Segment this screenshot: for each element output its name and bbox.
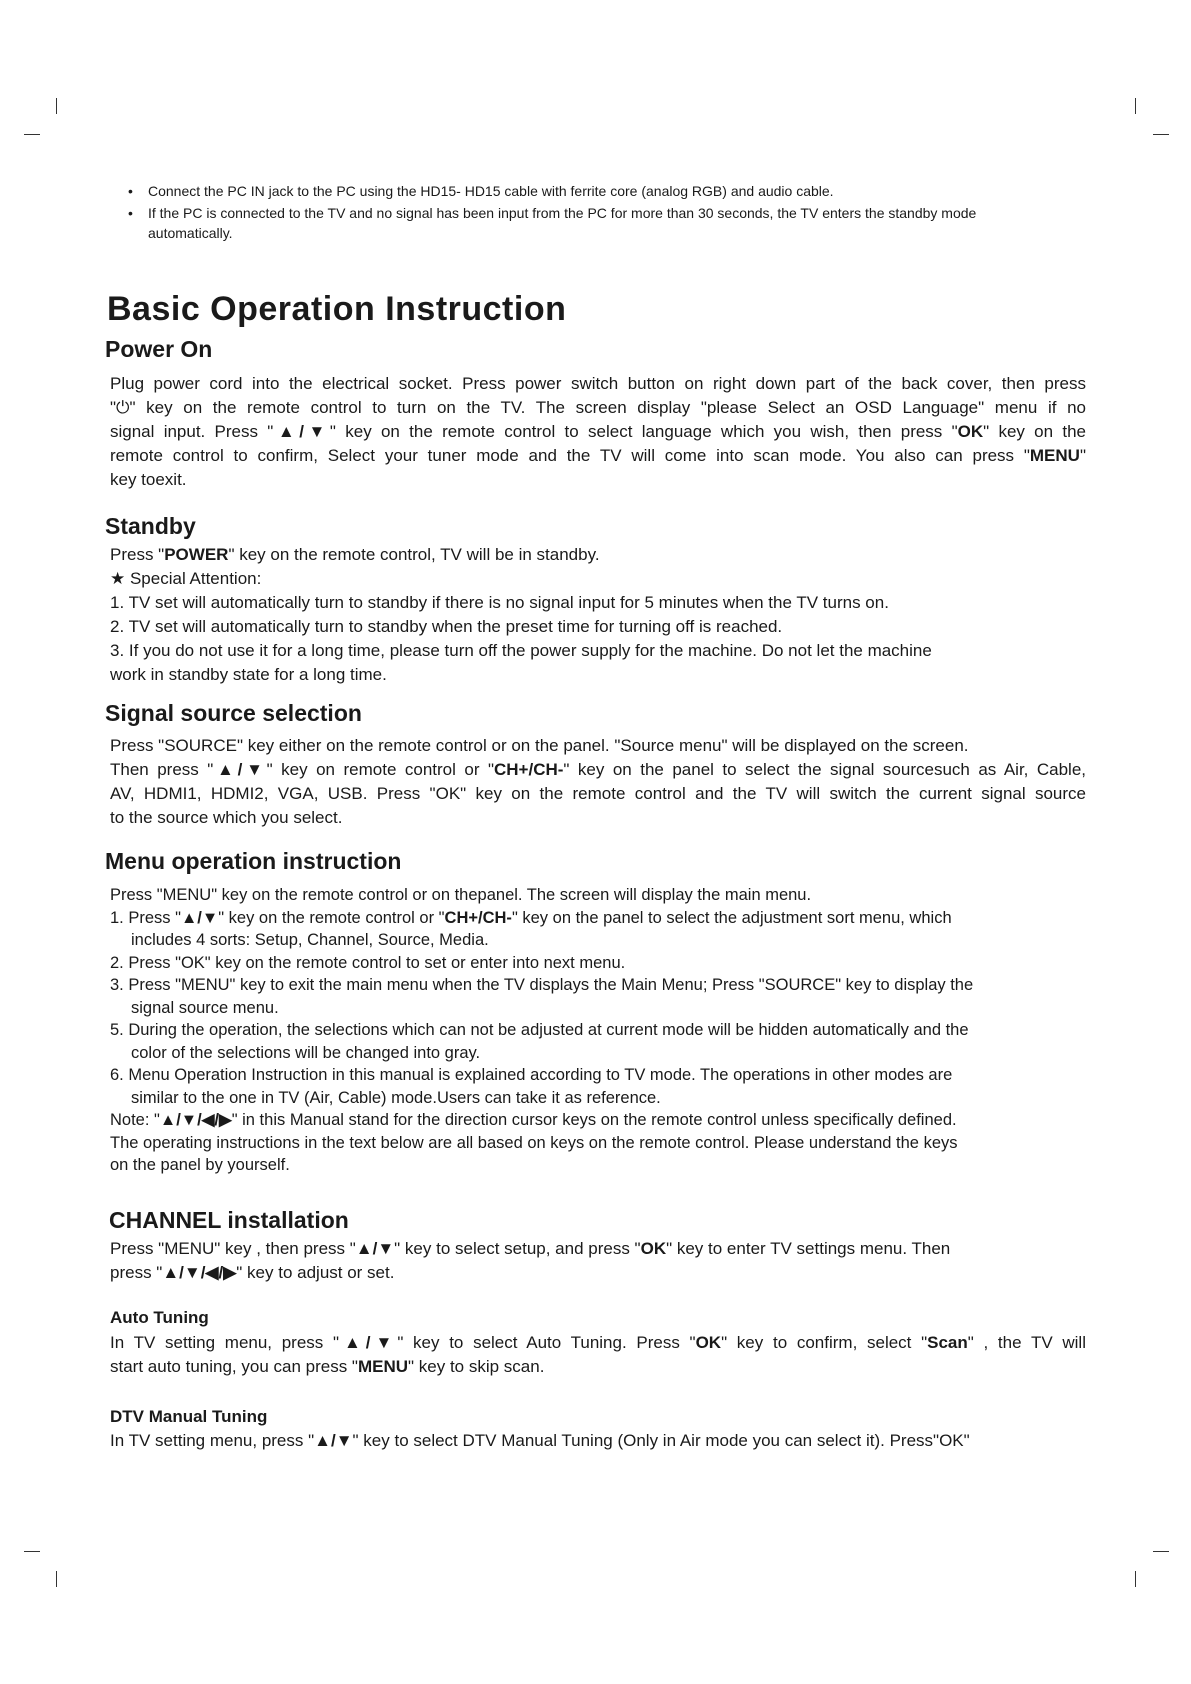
- text-run: " key to confirm, select ": [721, 1333, 928, 1352]
- text-run: on the panel by yourself.: [110, 1156, 290, 1174]
- text-line: [110, 1042, 1086, 1065]
- text-run: Press ": [110, 545, 165, 564]
- text-line: [110, 952, 1086, 975]
- bullet-icon: •: [128, 205, 133, 221]
- text-run: " key to select DTV Manual Tuning (Only in Air mode you can select it). Press"OK": [352, 1431, 970, 1450]
- text-run: to the source which you select.: [110, 808, 343, 827]
- text-run: 6. Menu Operation Instruction in this manual is explained according to TV mode. The operations in other modes are: [110, 1066, 953, 1084]
- channel-installation-paragraph: [110, 1237, 1086, 1285]
- text-line: [110, 1154, 1086, 1177]
- text-line: [110, 929, 1086, 952]
- text-run: " key on the: [983, 422, 1086, 441]
- text-run: " key to enter TV settings menu. Then: [666, 1239, 951, 1258]
- text-line: [110, 1331, 1086, 1355]
- text-line: [110, 543, 1086, 567]
- bullet-text: Connect the PC IN jack to the PC using the HD15- HD15 cable with ferrite core (analog RGB) and audio cable.: [148, 183, 834, 199]
- section-heading-menu-operation: Menu operation instruction: [105, 848, 402, 874]
- text-line: [110, 444, 1086, 468]
- subheading-dtv-manual-tuning: DTV Manual Tuning: [110, 1407, 268, 1426]
- text-line: [110, 1132, 1086, 1155]
- bold-key-text: ▲/▼: [273, 422, 330, 441]
- text-line: [110, 1087, 1086, 1110]
- standby-paragraph: [110, 543, 1086, 687]
- section-heading-signal-source: Signal source selection: [105, 700, 362, 726]
- text-run: signal source menu.: [131, 998, 279, 1017]
- bold-key-text: ▲/▼: [213, 760, 267, 779]
- bold-key-text: ▲/▼: [314, 1431, 353, 1450]
- text-run: 5. During the operation, the selections which can not be adjusted at current mode will be hidden automatically and the: [110, 1021, 969, 1039]
- text-run: " key on the panel to select the signal sourcesuch as Air, Cable,: [563, 760, 1087, 779]
- signal-source-paragraph: [110, 734, 1086, 830]
- text-line: [110, 615, 1086, 639]
- text-line: [110, 591, 1086, 615]
- text-run: " key on the remote control to select language which you wish, then press ": [329, 422, 958, 441]
- text-run: signal input. Press ": [110, 422, 274, 441]
- text-run: " key on the remote control, TV will be in standby.: [228, 545, 600, 564]
- bullet-text: If the PC is connected to the TV and no signal has been input from the PC for more than 30 seconds, the TV enters the standby mode: [148, 205, 977, 221]
- text-line: [110, 907, 1086, 930]
- text-line: [110, 758, 1086, 782]
- text-run: " key on remote control or ": [266, 760, 494, 779]
- section-heading-standby: Standby: [105, 513, 196, 539]
- text-run: In TV setting menu, press ": [110, 1431, 315, 1450]
- text-line: [110, 1019, 1086, 1042]
- text-line: [110, 567, 1086, 591]
- text-run: Then press ": [110, 760, 214, 779]
- text-line: [110, 1109, 1086, 1132]
- text-run: Press "MENU" key on the remote control or on thepanel. The screen will display the main menu.: [110, 886, 812, 904]
- bold-key-text: ▲/▼: [339, 1333, 398, 1352]
- text-run: press ": [110, 1263, 163, 1282]
- text-run: color of the selections will be changed into gray.: [131, 1043, 481, 1062]
- text-line: [110, 468, 1086, 492]
- text-run: " key on the remote control or ": [218, 908, 445, 927]
- dtv-manual-tuning-paragraph: [110, 1429, 1086, 1453]
- bold-key-text: ▲/▼: [180, 908, 219, 927]
- text-run: " , the TV will: [967, 1333, 1086, 1352]
- text-run: "⏻" key on the remote control to turn on the TV. The screen display "please Select an OSD Language" menu if no: [110, 398, 1086, 417]
- text-run: " key to adjust or set.: [236, 1263, 395, 1282]
- text-run: The operating instructions in the text below are all based on keys on the remote control. Please understand the keys: [110, 1133, 958, 1152]
- text-line: [110, 372, 1086, 396]
- bold-key-text: ▲/▼: [355, 1239, 395, 1258]
- text-line: [110, 884, 1086, 907]
- text-run: 2. TV set will automatically turn to standby when the preset time for turning off is reached.: [110, 617, 783, 636]
- bold-key-text: OK: [695, 1333, 722, 1352]
- bold-key-text: OK: [957, 422, 984, 441]
- text-run: includes 4 sorts: Setup, Channel, Source, Media.: [131, 931, 489, 949]
- text-run: remote control to confirm, Select your tuner mode and the TV will come into scan mode. You also can press ": [110, 446, 1030, 465]
- bold-key-text: MENU: [1029, 446, 1080, 465]
- text-line: [110, 396, 1086, 420]
- text-run: ★ Special Attention:: [110, 569, 262, 588]
- text-line: [110, 782, 1086, 806]
- text-line: [110, 1237, 1086, 1261]
- power-on-paragraph: [110, 372, 1086, 492]
- bold-key-text: CH+/CH-: [494, 760, 564, 779]
- crop-mark: [1153, 1551, 1169, 1552]
- crop-mark: [56, 98, 57, 114]
- bullet-item: [128, 203, 1088, 243]
- crop-mark: [56, 1571, 57, 1587]
- text-line: [110, 997, 1086, 1020]
- bold-key-text: OK: [640, 1239, 667, 1258]
- text-line: [110, 1064, 1086, 1087]
- text-run: 3. If you do not use it for a long time, please turn off the power supply for the machine. Do not let the machine: [110, 641, 932, 660]
- text-run: start auto tuning, you can press ": [110, 1357, 358, 1376]
- bold-key-text: POWER: [164, 545, 229, 564]
- text-run: 1. TV set will automatically turn to standby if there is no signal input for 5 minutes when the TV turns on.: [110, 593, 889, 612]
- text-line: [110, 1429, 1086, 1453]
- menu-operation-paragraph: [110, 884, 1086, 1177]
- text-line: [110, 639, 1086, 663]
- crop-mark: [24, 134, 40, 135]
- bold-key-text: ▲/▼/◀/▶: [159, 1111, 232, 1129]
- bold-key-text: Scan: [927, 1333, 968, 1352]
- bullet-text: automatically.: [148, 225, 233, 241]
- crop-mark: [24, 1551, 40, 1552]
- section-heading-channel-installation: CHANNEL installation: [109, 1207, 349, 1233]
- text-line: [110, 1355, 1086, 1379]
- text-run: Note: ": [110, 1111, 160, 1129]
- text-run: " key to select Auto Tuning. Press ": [397, 1333, 696, 1352]
- text-run: 3. Press "MENU" key to exit the main menu when the TV displays the Main Menu; Press "SOURCE" key to display the: [110, 976, 974, 994]
- text-line: [110, 974, 1086, 997]
- crop-mark: [1135, 98, 1136, 114]
- text-run: ": [1079, 446, 1086, 465]
- text-run: Plug power cord into the electrical socket. Press power switch button on right down part of the back cover, then press: [110, 374, 1086, 393]
- text-run: AV, HDMI1, HDMI2, VGA, USB. Press "OK" key on the remote control and the TV will switch the current signal source: [110, 784, 1086, 803]
- bullet-item: [128, 181, 1088, 201]
- text-run: " key on the panel to select the adjustment sort menu, which: [511, 908, 952, 927]
- text-line: [110, 420, 1086, 444]
- text-line: [110, 1261, 1086, 1285]
- text-run: key toexit.: [110, 470, 187, 489]
- text-run: similar to the one in TV (Air, Cable) mode.Users can take it as reference.: [131, 1088, 661, 1107]
- text-line: [110, 663, 1086, 687]
- subheading-auto-tuning: Auto Tuning: [110, 1308, 209, 1327]
- auto-tuning-paragraph: [110, 1331, 1086, 1379]
- bold-key-text: MENU: [357, 1357, 409, 1376]
- bullet-icon: •: [128, 183, 133, 199]
- bold-key-text: ▲/▼/◀/▶: [162, 1263, 237, 1282]
- crop-mark: [1135, 1571, 1136, 1587]
- text-run: Press "MENU" key , then press ": [110, 1239, 356, 1258]
- page-title: Basic Operation Instruction: [107, 290, 567, 328]
- text-run: Press "SOURCE" key either on the remote control or on the panel. "Source menu" will be displayed on the screen.: [110, 736, 969, 755]
- bold-key-text: CH+/CH-: [444, 908, 512, 927]
- text-run: 2. Press "OK" key on the remote control to set or enter into next menu.: [110, 953, 626, 972]
- text-run: work in standby state for a long time.: [110, 665, 387, 684]
- text-run: In TV setting menu, press ": [110, 1333, 340, 1352]
- crop-mark: [1153, 134, 1169, 135]
- text-line: [110, 734, 1086, 758]
- text-run: " in this Manual stand for the direction cursor keys on the remote control unless specifically defined.: [231, 1111, 957, 1129]
- text-line: [110, 806, 1086, 830]
- text-run: " key to skip scan.: [408, 1357, 545, 1376]
- section-heading-power-on: Power On: [105, 336, 213, 362]
- text-run: " key to select setup, and press ": [394, 1239, 641, 1258]
- text-run: 1. Press ": [110, 908, 181, 927]
